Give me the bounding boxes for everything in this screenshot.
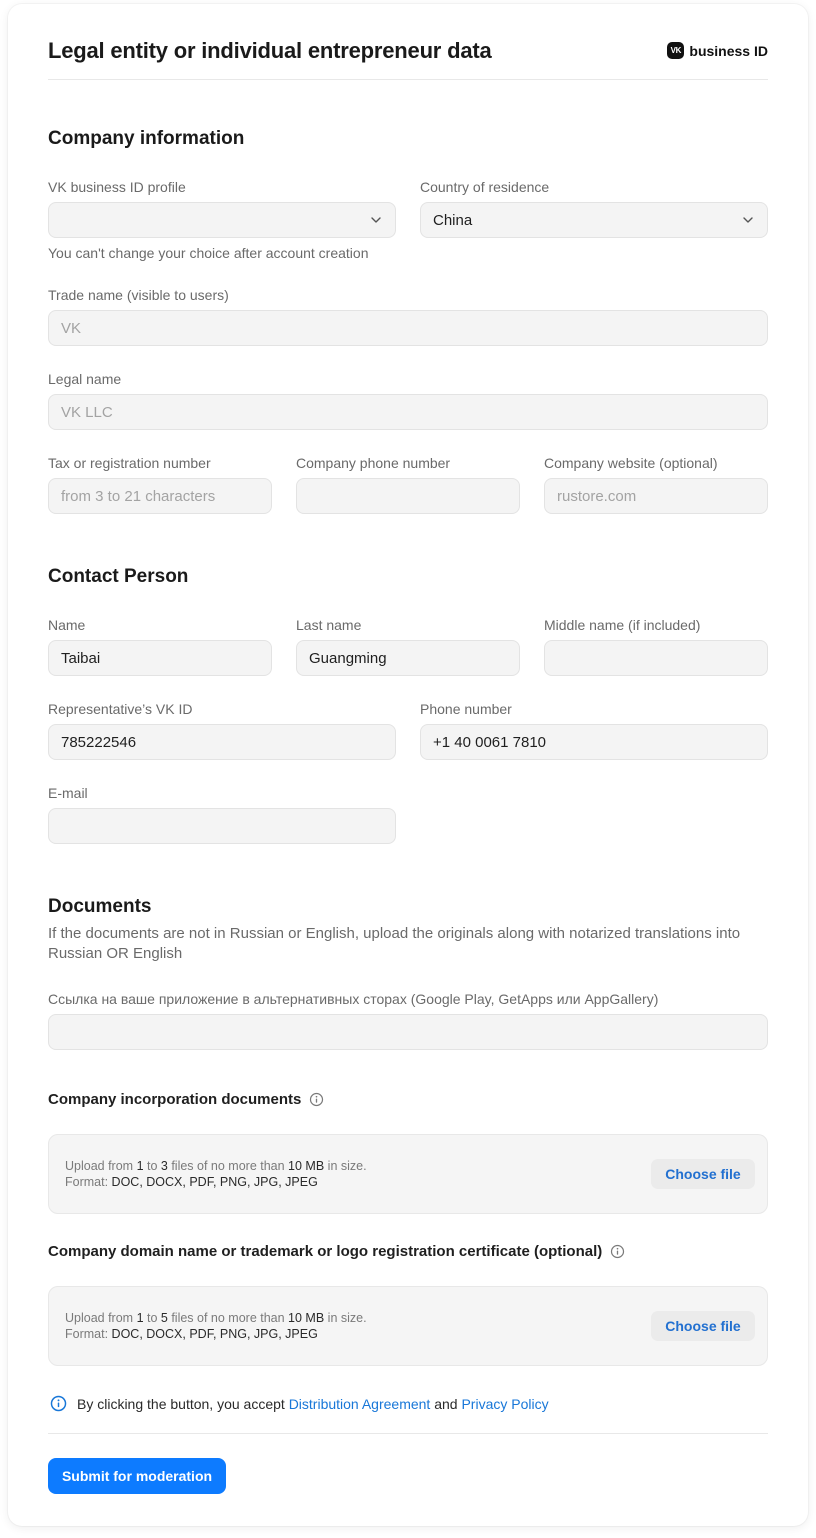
page-title: Legal entity or individual entrepreneur data xyxy=(48,38,492,63)
upload-prefix: Upload from xyxy=(65,1311,137,1325)
website-input[interactable]: rustore.com xyxy=(544,478,768,514)
country-label: Country of residence xyxy=(420,179,550,195)
profile-hint: You can't change your choice after account creation xyxy=(48,245,369,261)
vk-logo-icon: VK xyxy=(667,42,684,59)
first-name-label: Name xyxy=(48,617,86,633)
format-list: DOC, DOCX, PDF, PNG, JPG, JPEG xyxy=(111,1327,318,1341)
chevron-down-icon xyxy=(743,215,753,225)
vk-id-label: Representative’s VK ID xyxy=(48,701,193,717)
info-icon xyxy=(50,1395,67,1412)
company-phone-label: Company phone number xyxy=(296,455,451,471)
max-files: 5 xyxy=(160,1311,168,1325)
max-size: 10 MB xyxy=(288,1159,325,1173)
info-icon[interactable] xyxy=(309,1092,324,1107)
last-name-label: Last name xyxy=(296,617,362,633)
contact-phone-input[interactable]: +1 40 0061 7810 xyxy=(420,724,768,760)
submit-button[interactable]: Submit for moderation xyxy=(48,1458,226,1494)
min-files: 1 xyxy=(136,1311,144,1325)
contact-section-title: Contact Person xyxy=(48,566,189,587)
upload-to: to xyxy=(143,1159,161,1173)
app-link-label: Ссылка на ваше приложение в альтернативных сторах (Google Play, GetApps или AppGallery) xyxy=(48,991,659,1007)
app-link-input[interactable] xyxy=(48,1014,768,1050)
incorporation-docs-title: Company incorporation documents xyxy=(48,1091,302,1108)
email-label: E-mail xyxy=(48,785,88,801)
certificate-upload-area[interactable] xyxy=(48,1286,768,1366)
country-select[interactable] xyxy=(420,202,768,238)
contact-phone-label: Phone number xyxy=(420,701,512,717)
last-name-input[interactable]: Guangming xyxy=(296,640,520,676)
upload-instructions xyxy=(65,1158,367,1190)
trade-name-label: Trade name (visible to users) xyxy=(48,287,229,303)
incorporation-upload-area[interactable] xyxy=(48,1134,768,1214)
vk-business-id-logo xyxy=(667,42,768,59)
consent-and: and xyxy=(430,1395,462,1412)
format-label: Format: xyxy=(65,1175,112,1189)
choose-file-button[interactable]: Choose file xyxy=(651,1159,755,1189)
documents-section-title: Documents xyxy=(48,896,152,917)
chevron-down-icon xyxy=(371,215,381,225)
middle-name-input[interactable] xyxy=(544,640,768,676)
format-label: Format: xyxy=(65,1327,112,1341)
page-header xyxy=(48,30,768,80)
format-list: DOC, DOCX, PDF, PNG, JPG, JPEG xyxy=(111,1175,318,1189)
profile-select[interactable] xyxy=(48,202,396,238)
documents-description: If the documents are not in Russian or English, upload the originals along with notarized translations into Russian OR English xyxy=(48,925,741,962)
upload-prefix: Upload from xyxy=(65,1159,137,1173)
form-card xyxy=(8,4,808,1526)
middle-name-label: Middle name (if included) xyxy=(544,617,701,633)
first-name-input[interactable]: Taibai xyxy=(48,640,272,676)
privacy-policy-link[interactable]: Privacy Policy xyxy=(461,1395,549,1412)
tax-number-label: Tax or registration number xyxy=(48,455,211,471)
tax-number-input[interactable]: from 3 to 21 characters xyxy=(48,478,272,514)
profile-label: VK business ID profile xyxy=(48,179,186,195)
vk-id-input[interactable]: 785222546 xyxy=(48,724,396,760)
consent-prefix: By clicking the button, you accept xyxy=(77,1395,289,1412)
website-label: Company website (optional) xyxy=(544,455,718,471)
trade-name-input[interactable]: VK xyxy=(48,310,768,346)
upload-suffix: in size. xyxy=(324,1159,367,1173)
min-files: 1 xyxy=(136,1159,144,1173)
choose-file-button[interactable]: Choose file xyxy=(651,1311,755,1341)
consent-notice xyxy=(50,1395,549,1412)
logo-text: business ID xyxy=(689,42,768,59)
country-select-value: China xyxy=(433,211,473,229)
legal-name-label: Legal name xyxy=(48,371,122,387)
distribution-agreement-link[interactable]: Distribution Agreement xyxy=(288,1395,431,1412)
certificate-title: Company domain name or trademark or logo registration certificate (optional) xyxy=(48,1243,603,1260)
company-section-title: Company information xyxy=(48,128,245,149)
upload-suffix: in size. xyxy=(324,1311,367,1325)
max-size: 10 MB xyxy=(288,1311,325,1325)
upload-mid: files of no more than xyxy=(167,1159,289,1173)
upload-to: to xyxy=(143,1311,161,1325)
max-files: 3 xyxy=(160,1159,168,1173)
info-icon[interactable] xyxy=(610,1244,625,1259)
certificate-heading xyxy=(48,1243,625,1260)
divider xyxy=(48,1433,768,1434)
upload-instructions xyxy=(65,1310,367,1342)
upload-mid: files of no more than xyxy=(167,1311,289,1325)
legal-name-input[interactable]: VK LLC xyxy=(48,394,768,430)
email-input[interactable] xyxy=(48,808,396,844)
company-phone-input[interactable] xyxy=(296,478,520,514)
incorporation-docs-heading xyxy=(48,1091,324,1108)
